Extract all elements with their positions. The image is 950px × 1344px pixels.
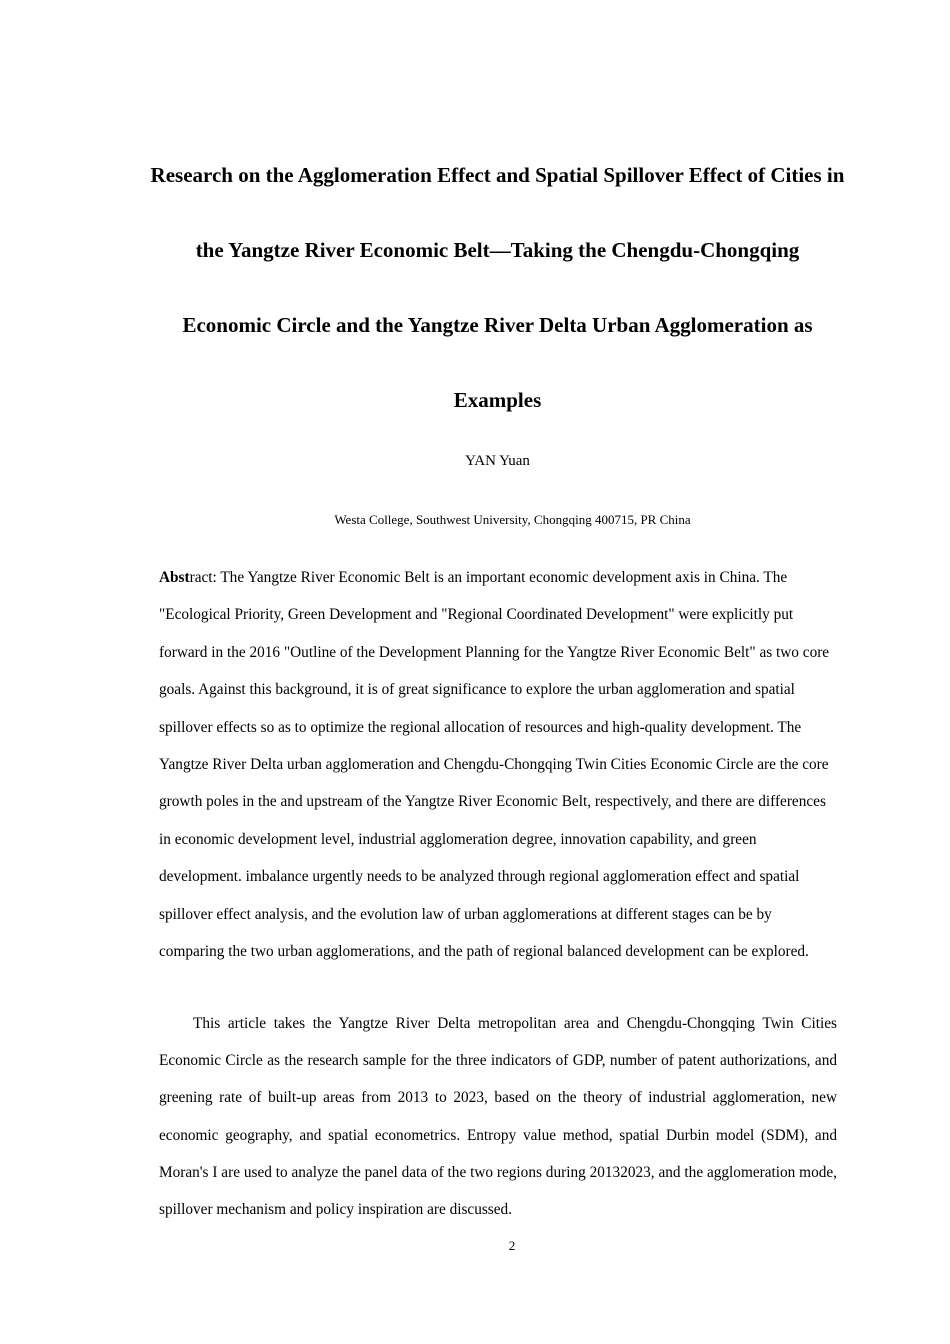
abstract-lead: Abst [159, 569, 190, 586]
page-number: 2 [508, 1238, 516, 1253]
author-affiliation: Westa College, Southwest University, Chongqing 400715, PR China [334, 512, 691, 527]
body-paragraph: This article takes the Yangtze River Delta metropolitan area and Chengdu-Chongqing Twin Cities Economic Circle as the research sample for the three indicators of GDP, number of patent authorizations, and greening rate of built-up areas from 2013 to 2023, based on the theory of industrial agglomeration, new economic geography, and spatial econometrics. Entropy value method, spatial Durbin model (SDM), and Moran's I are used to analyze the panel data of the two regions during 20132023, and the agglomeration mode, spillover mechanism and policy inspiration are discussed. [159, 1015, 837, 1219]
abstract-paragraph [159, 559, 839, 970]
author-name: YAN Yuan [465, 453, 530, 469]
paper-title: Research on the Agglomeration Effect and Spatial Spillover Effect of Cities in the Yangtze River Economic Belt—Taking the Chengdu-Chongqing Economic Circle and the Yangtze River Delta Urban Agglomeration as Examples [150, 163, 845, 412]
abstract-body: ract: The Yangtze River Economic Belt is an important economic development axis in China. The "Ecological Priority, Green Development and "Regional Coordinated Development" were explicitly put forward in the 2016 "Outline of the Development Planning for the Yangtze River Economic Belt" as two core goals. Against this background, it is of great significance to explore the urban agglomeration and spatial spillover effects so as to optimize the regional allocation of resources and high-quality development. The Yangtze River Delta urban agglomeration and Chengdu-Chongqing Twin Cities Economic Circle are the core growth poles in the and upstream of the Yangtze River Economic Belt, respectively, and there are differences in economic development level, industrial agglomeration degree, innovation capability, and green development. imbalance urgently needs to be analyzed through regional agglomeration effect and spatial spillover effect analysis, and the evolution law of urban agglomerations at different stages can be by comparing the two urban agglomerations, and the path of regional balanced development can be explored. [159, 569, 830, 961]
